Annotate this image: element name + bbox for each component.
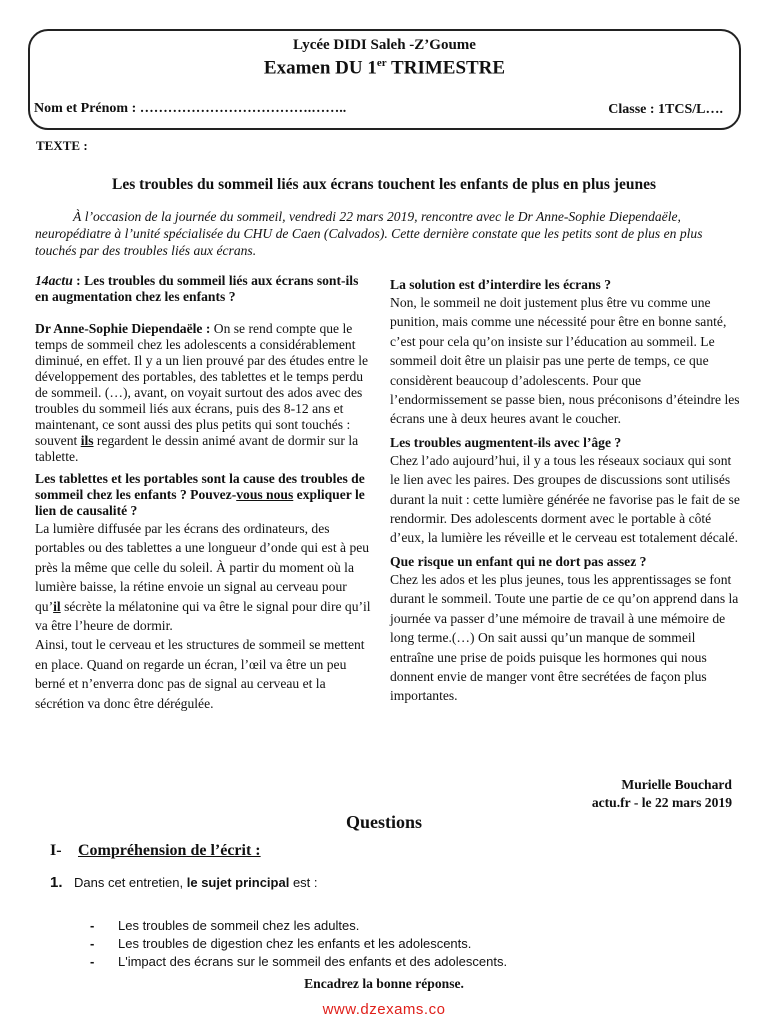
class-field: Classe : 1TCS/L…. xyxy=(608,102,723,117)
exam-title-sup: er xyxy=(376,57,387,69)
interview-answer-5: Chez les ados et les plus jeunes, tous les apprentissages se font durant le sommeil. Toute une partie de ce qu’on apprend dans la journée va passer d’une mémoire de travail à une mémoire de long terme.(…) On sait aussi qu’un manque de sommeil entraîne une prise de poids puisque les hormones qui nous donnent envie de manger vont être secrétées de façon plus importantes. xyxy=(390,571,739,704)
answer-option[interactable] xyxy=(90,935,507,953)
author-name: Murielle Bouchard xyxy=(621,777,732,792)
question-text-a: Dans cet entretien, xyxy=(74,875,187,890)
interview-answer-3: Non, le sommeil ne doit justement plus être vu comme une punition, mais comme une nécessité pour être en bonne santé, c’est pour cela qu’on insiste sur l’éducation au sommeil. Le sommeil doit être un plaisir pas une perte de temps, ce que considèrent beaucoup d’adolescents. Pour que l’endormissement se passe bien, nous préconisons d’éteindre les écrans une à deux heures avant le coucher. xyxy=(390,295,740,427)
answer-options xyxy=(90,917,507,971)
question-text-b: est : xyxy=(289,875,318,890)
article-right-column xyxy=(390,277,740,706)
answer-1-emphasis: ils xyxy=(80,433,94,448)
section-label: Compréhension de l’écrit : xyxy=(78,842,261,859)
interview-question-1 xyxy=(35,273,373,305)
spacer xyxy=(35,305,373,321)
interview-answer-2-paragraph-2: Ainsi, tout le cerveau et les structures de sommeil se mettent en place. Quand on regarde un écran, l’œil va être un peu berné et n’enverra donc pas de signal au cerveau et la sécrétion va donc être dérégulée. xyxy=(35,637,365,711)
speaker-name: Dr Anne-Sophie Diependaële : xyxy=(35,321,211,336)
answer-option[interactable] xyxy=(90,953,507,971)
option-marker: - xyxy=(90,936,95,951)
answer-2-text-a: La lumière diffusée par les écrans des ordinateurs, des portables ou des tablettes a une longueur d’onde qui est à peu près la même que celle du soleil. À partir du moment où la lumière baisse, la rétine envoie un signal au cerveau pour qu’ xyxy=(35,521,370,614)
option-text: Les troubles de digestion chez les enfants et les adolescents. xyxy=(118,936,472,951)
intro-text: À l’occasion de la journée du sommeil, vendredi 22 mars 2019, rencontre avec le Dr Anne-Sophie Diependaële, neuropédiatre à l’unité spécialisée du CHU de Caen (Calvados). Cette dernière constate que les petits sont de plus en plus touchés par des troubles liés aux écrans. xyxy=(35,209,703,258)
exam-title xyxy=(30,57,739,79)
exam-title-post: TRIMESTRE xyxy=(386,57,506,79)
article-source: actu.fr - le 22 mars 2019 xyxy=(591,795,732,810)
exam-header xyxy=(28,29,741,130)
interview-question-2 xyxy=(35,471,373,519)
texte-label: TEXTE : xyxy=(36,138,88,153)
option-text: L'impact des écrans sur le sommeil des enfants et des adolescents. xyxy=(118,954,508,969)
interview-question-4: Les troubles augmentent-ils avec l’âge ? xyxy=(390,434,622,450)
question-1-text: : Les troubles du sommeil liés aux écrans sont-ils en augmentation chez les enfants ? xyxy=(35,273,359,304)
article-title: Les troubles du sommeil liés aux écrans touchent les enfants de plus en plus jeunes xyxy=(112,176,656,193)
question-1 xyxy=(50,874,370,892)
question-2-text-b: expliquer le lien de causalité ? xyxy=(35,487,365,518)
questions-heading: Questions xyxy=(345,812,423,832)
school-name: Lycée DIDI Saleh -Z’Goume xyxy=(293,37,476,53)
option-marker: - xyxy=(90,918,95,933)
exam-title-pre: Examen DU 1 xyxy=(263,57,377,79)
option-marker: - xyxy=(90,954,95,969)
student-name-field: Nom et Prénom : ……………………………….…….. xyxy=(34,101,347,116)
interview-question-5: Que risque un enfant qui ne dort pas assez ? xyxy=(390,553,647,569)
answer-2-emphasis: il xyxy=(53,598,61,614)
interview-answer-4: Chez l’ado aujourd’hui, il y a tous les réseaux sociaux qui sont le lien avec les paires. Des groupes de discussions sont utilisés durant la nuit : cette lumière générée ne favorise pas le fait de se rendormir. Des adolescents dorment avec le portable à côté d’eux, la lumière les réveille et le cerveau est totalement décalé. xyxy=(390,452,740,546)
question-number: 1. xyxy=(50,874,63,891)
option-text: Les troubles de sommeil chez les adultes. xyxy=(118,918,360,933)
answer-option[interactable] xyxy=(90,917,507,935)
question-text-bold: le sujet principal xyxy=(186,875,290,890)
article-intro xyxy=(35,208,735,259)
interview-answer-2 xyxy=(35,519,373,635)
question-2-emphasis: vous nous xyxy=(236,487,294,502)
section-number: I- xyxy=(50,842,62,859)
instruction-text: Encadrez la bonne réponse. xyxy=(304,976,464,991)
website-watermark: www.dzexams.co xyxy=(322,1001,446,1018)
question-source: 14actu xyxy=(35,273,73,288)
answer-1-text-a: On se rend compte que le temps de sommeil chez les adolescents a considérablement diminué, en effet. Il y a un lien prouvé par des études entre le développement des portables, des tablettes et le temps perdu de sommeil. (…), avant, on voyait surtout des ados avec des troubles du sommeil liés aux écrans, puis des 8-12 ans et maintenant, ce sont aussi des plus petits qui sont touchés : souvent xyxy=(35,321,369,448)
section-heading xyxy=(50,842,261,860)
interview-question-3: La solution est d’interdire les écrans ? xyxy=(390,277,612,292)
article-left-column xyxy=(35,273,373,713)
answer-1-text-b: regardent le dessin animé avant de dormir sur la tablette. xyxy=(35,433,359,464)
interview-answer-1 xyxy=(35,321,373,465)
answer-2-text-b: sécrète la mélatonine qui va être le signal pour dire qu’il va être l’heure de dormir. xyxy=(35,598,371,634)
question-text xyxy=(74,874,370,892)
article-signature xyxy=(592,776,732,812)
question-2-text-a: Les tablettes et les portables sont la cause des troubles de sommeil chez les enfants ? Pouvez- xyxy=(35,471,365,502)
